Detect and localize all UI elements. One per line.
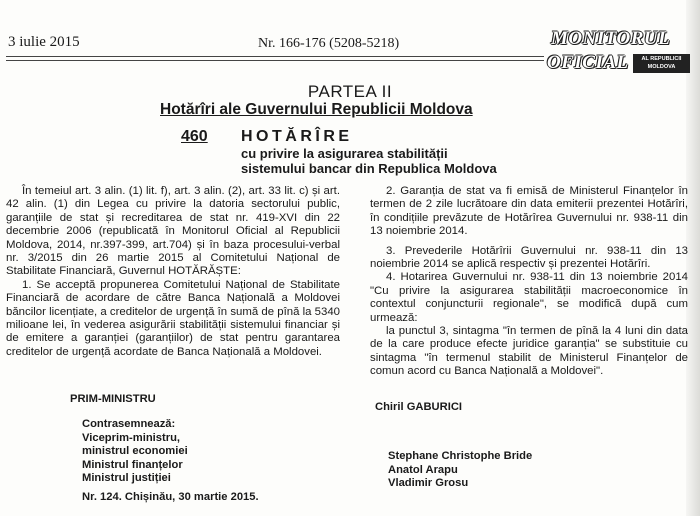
item-1-paragraph: 1. Se acceptă propunerea Comitetului Național de Stabilitate Financiară de acordare de către Banca Națională a Moldovei băncilor licențiate, a creditelor de urgență în sumă de pînă la 5340 milioane lei, în vederea asigurării stabilității sistemului financiar și de emitere a garanției (garanțiilor) de stat pentru garantarea creditelor de urgență acordate de Banca Națională a Moldovei.: [6, 278, 340, 358]
name-1: Stephane Christophe Bride: [388, 450, 533, 462]
item-3-paragraph: 3. Prevederile Hotărîrii Guvernului nr. 938-11 din 13 noiembrie 2014 se aplică respectiv și prezentei Hotărîri.: [370, 244, 688, 271]
role-1: Viceprim-ministru,: [82, 431, 181, 444]
preamble-paragraph: În temeiul art. 3 alin. (1) lit. f), art. 3 alin. (2), art. 33 lit. c) și art. 42 alin. (1) din Legea cu privire la datoria sectorului public, garanțiile de stat și recreditarea de stat nr. 419-XVI din 22 decembrie 2006 (republicată în Monitorul Oficial al Republicii Moldova, 2014, nr.397-399, art.704) și în baza procesului-verbal nr. 3/2015 din 26 martie 2015 al Comitetului Național de Stabilitate Financiară, Guvernul HOTĂRĂȘTE:: [6, 185, 340, 278]
logo-line2: OFICIAL: [547, 52, 629, 73]
subtitle-line-1: cu privire la asigurarea stabilității: [241, 146, 448, 161]
header-rule-bottom: [6, 60, 544, 61]
countersign-block: [82, 418, 188, 486]
logo-line1: MONITORUL: [551, 28, 671, 49]
role-4: Ministrul justiției: [82, 472, 171, 484]
section-heading: Hotărîri ale Guvernului Republicii Moldova: [160, 101, 473, 118]
name-3: Vladimir Grosu: [388, 477, 469, 489]
issue-date: 3 iulie 2015: [8, 34, 80, 50]
issue-number: Nr. 166-176 (5208-5218): [258, 36, 400, 51]
item-4-text: la punctul 3, sintagma "în termen de pînă la 4 luni din data de la care produce efecte juridice garanția" se substituie cu sintagma "în termenul stabilit de Ministerul Finanțelor de comun acord cu Banca Națională a Moldovei".: [370, 325, 688, 378]
item-2-paragraph: 2. Garanția de stat va fi emisă de Ministerul Finanțelor în termen de 2 zile lucrătoare din data emiterii prezentei Hotărîri, în condițiile prevăzute de Hotărîrea Guvernului nr. 938-11 din 13 noiembrie 2014.: [370, 185, 688, 238]
header-rule-top: [6, 56, 544, 57]
name-2: Anatol Arapu: [388, 463, 458, 476]
role-3: Ministrul finanțelor: [82, 458, 183, 471]
countersign-label: Contrasemnează:: [82, 418, 176, 430]
decision-title: HOTĂRÎRE: [241, 128, 353, 145]
minister-names: [388, 450, 532, 491]
logo-small: AL REPUBLICII MOLDOVA: [633, 54, 690, 73]
pm-title: PRIM-MINISTRU: [70, 393, 156, 405]
subtitle-line-2: sistemului bancar din Republica Moldova: [241, 161, 497, 176]
item-4-paragraph: 4. Hotarirea Guvernului nr. 938-11 din 13 noiembrie 2014 "Cu privire la asigurarea stabilității macroeconomice în contextul conjuncturii regionale", se modifică după cum urmează:: [370, 271, 688, 324]
monitorul-oficial-logo: [545, 30, 700, 78]
decision-number: 460: [181, 128, 208, 145]
pm-name: Chiril GABURICI: [375, 401, 463, 413]
role-2: ministrul economiei: [82, 445, 188, 457]
decision-footer: Nr. 124. Chișinău, 30 martie 2015.: [82, 491, 259, 503]
decision-subtitle: [241, 146, 497, 176]
left-column: [6, 185, 340, 359]
right-column: [370, 185, 688, 379]
part-heading: PARTEA II: [307, 82, 393, 101]
